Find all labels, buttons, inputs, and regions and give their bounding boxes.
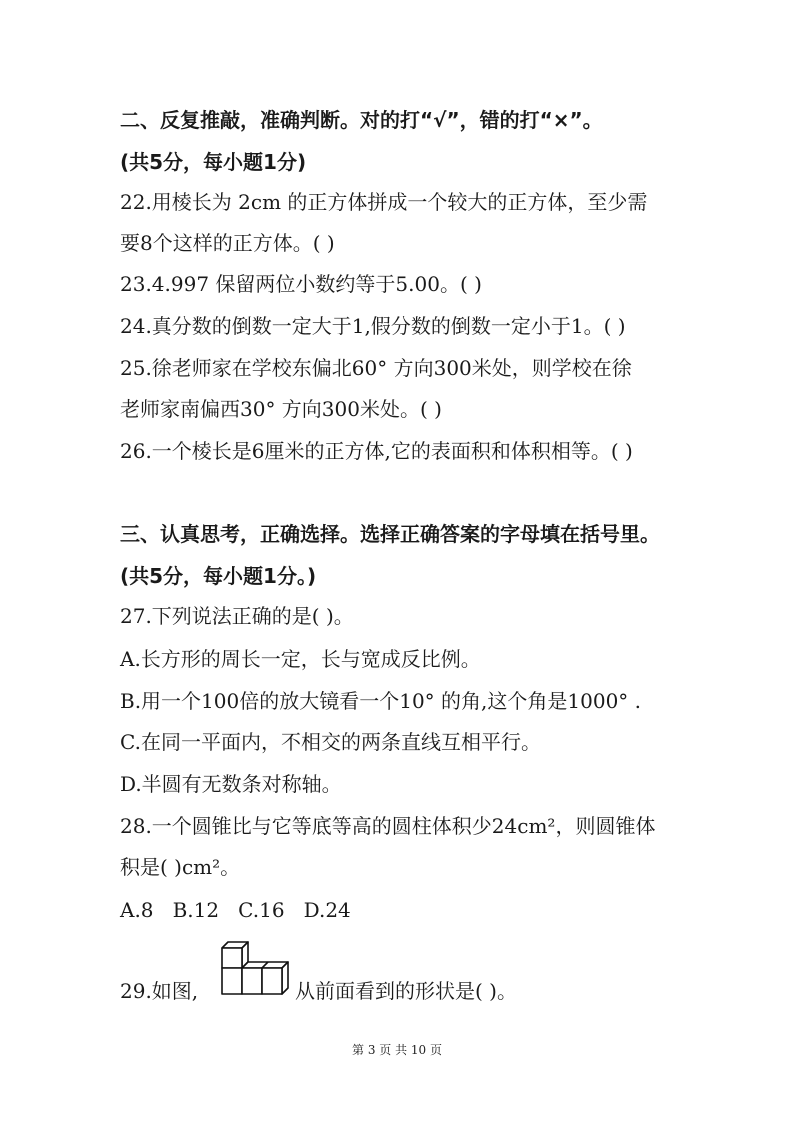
- page-footer: 第 3 页 共 10 页: [352, 1043, 442, 1057]
- question-27-option-a: A.长方形的周长一定，长与宽成反比例。: [120, 647, 481, 671]
- question-27-option-c: C.在同一平面内，不相交的两条直线互相平行。: [120, 730, 541, 754]
- cube-front-face: [222, 948, 242, 968]
- question-29-prefix: 29.如图,: [120, 979, 199, 1003]
- section3-subheading: (共5分，每小题1分。): [120, 564, 317, 588]
- question-25-line1: 25.徐老师家在学校东偏北60° 方向300米处，则学校在徐: [120, 356, 632, 380]
- question-23: 23.4.997 保留两位小数约等于5.00。( ): [120, 272, 482, 296]
- section2-subheading: (共5分，每小题1分): [120, 150, 307, 174]
- question-25-line2: 老师家南偏西30° 方向300米处。( ): [120, 397, 442, 421]
- question-28-line2: 积是( )cm²。: [120, 855, 241, 879]
- question-27-option-b: B.用一个100倍的放大镜看一个10° 的角,这个角是1000° .: [120, 689, 642, 713]
- question-27-option-d: D.半圆有无数条对称轴。: [120, 772, 342, 796]
- question-29-suffix: 从前面看到的形状是( )。: [295, 979, 517, 1003]
- question-28-options: A.8 B.12 C.16 D.24: [120, 898, 351, 922]
- section3-heading: 三、认真思考，正确选择。选择正确答案的字母填在括号里。: [120, 522, 660, 546]
- question-22-line2: 要8个这样的正方体。( ): [120, 231, 335, 255]
- question-24: 24.真分数的倒数一定大于1,假分数的倒数一定小于1。( ): [120, 314, 626, 338]
- question-28-line1: 28.一个圆锥比与它等底等高的圆柱体积少24cm²，则圆锥体: [120, 814, 656, 838]
- question-22-line1: 22.用棱长为 2cm 的正方体拼成一个较大的正方体，至少需: [120, 190, 648, 214]
- question-27-stem: 27.下列说法正确的是( )。: [120, 604, 354, 628]
- question-26: 26.一个棱长是6厘米的正方体,它的表面积和体积相等。( ): [120, 439, 633, 463]
- section2-heading: 二、反复推敲，准确判断。对的打“√”，错的打“×”。: [120, 108, 603, 132]
- cube-figure: [218, 940, 296, 996]
